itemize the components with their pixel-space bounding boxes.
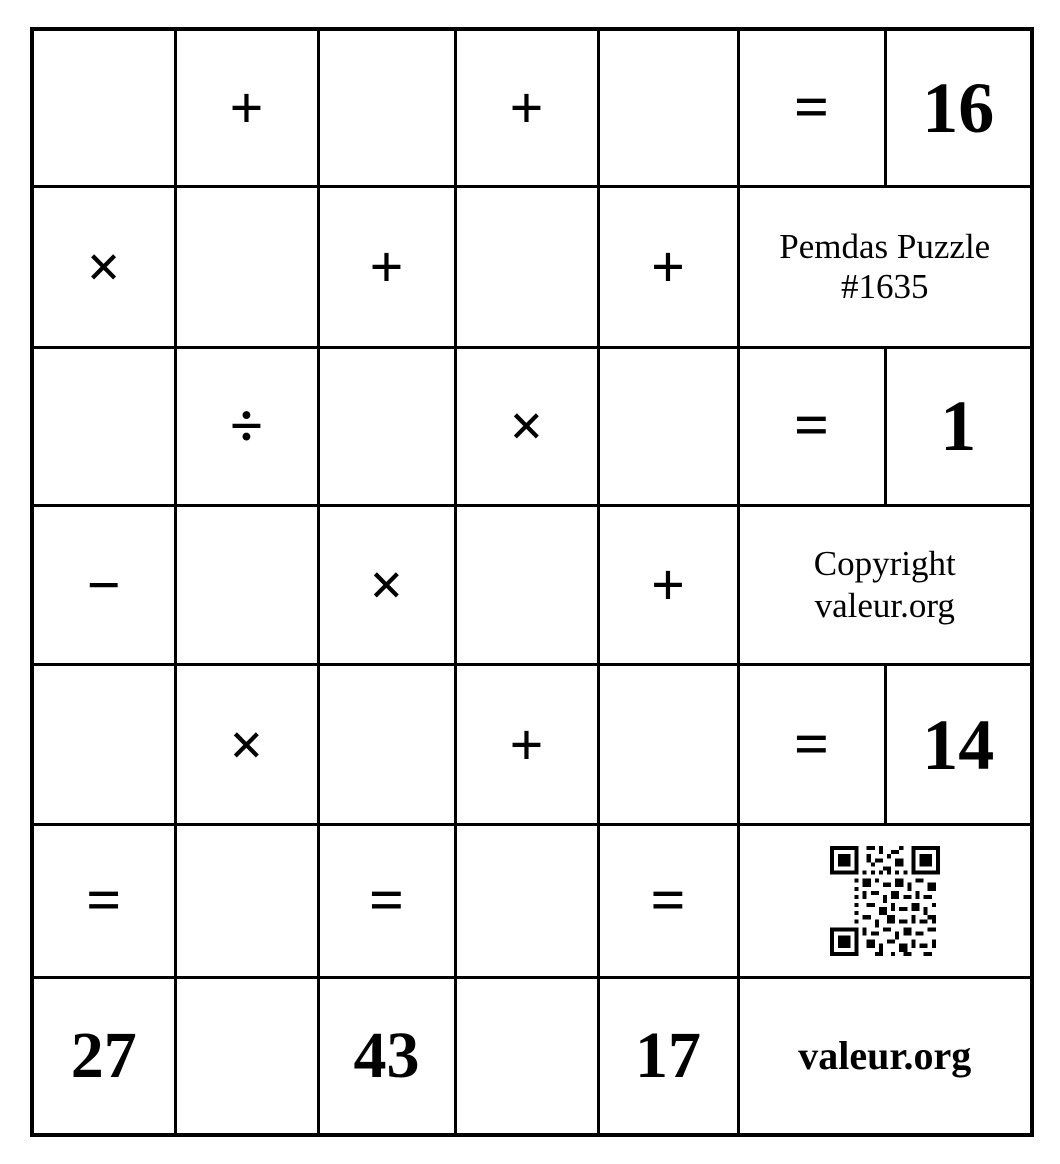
spacer-r1c3 xyxy=(455,187,598,348)
operator-r4c1: × xyxy=(175,664,318,825)
brand-label[interactable]: valeur.org xyxy=(738,977,1032,1135)
copyright-site: valeur.org xyxy=(814,585,955,625)
spacer-r6c3 xyxy=(455,977,598,1135)
table-row xyxy=(32,29,1032,187)
spacer-r5c3 xyxy=(455,825,598,978)
equals-r2: = xyxy=(738,347,885,506)
equals-c4: = xyxy=(598,825,738,978)
row-result-r0: 16 xyxy=(885,29,1032,187)
copyright-word: Copyright xyxy=(813,543,956,583)
column-total-c0: 27 xyxy=(32,977,175,1135)
operator-r1c2: + xyxy=(318,187,455,348)
column-total-c2: 43 xyxy=(318,977,455,1135)
equals-r0: = xyxy=(738,29,885,187)
operator-r1c4: + xyxy=(598,187,738,348)
cell-r4c2[interactable] xyxy=(318,664,455,825)
equals-c2: = xyxy=(318,825,455,978)
table-row xyxy=(32,506,1032,665)
operator-r0c1: + xyxy=(175,29,318,187)
operator-r1c0: × xyxy=(32,187,175,348)
cell-r4c0[interactable] xyxy=(32,664,175,825)
spacer-r6c1 xyxy=(175,977,318,1135)
equals-r4: = xyxy=(738,664,885,825)
table-row xyxy=(32,187,1032,348)
table-row xyxy=(32,664,1032,825)
table-row xyxy=(32,825,1032,978)
table-row xyxy=(32,347,1032,506)
equals-c0: = xyxy=(32,825,175,978)
puzzle-title xyxy=(738,187,1032,348)
row-result-r4: 14 xyxy=(885,664,1032,825)
column-total-c4: 17 xyxy=(598,977,738,1135)
operator-r2c1: ÷ xyxy=(175,347,318,506)
qr-code[interactable] xyxy=(738,825,1032,978)
cell-r4c4[interactable] xyxy=(598,664,738,825)
puzzle-title-number: #1635 xyxy=(841,266,929,306)
pemdas-puzzle-grid xyxy=(30,27,1030,1137)
operator-r2c3: × xyxy=(455,347,598,506)
cell-r0c0[interactable] xyxy=(32,29,175,187)
spacer-r1c1 xyxy=(175,187,318,348)
table-row xyxy=(32,977,1032,1135)
cell-r2c2[interactable] xyxy=(318,347,455,506)
cell-r2c0[interactable] xyxy=(32,347,175,506)
cell-r0c4[interactable] xyxy=(598,29,738,187)
qr-code-icon xyxy=(810,842,960,960)
cell-r2c4[interactable] xyxy=(598,347,738,506)
puzzle-title-name: Pemdas Puzzle xyxy=(779,226,991,266)
operator-r0c3: + xyxy=(455,29,598,187)
copyright-notice xyxy=(738,506,1032,665)
spacer-r3c3 xyxy=(455,506,598,665)
operator-r3c4: + xyxy=(598,506,738,665)
cell-r0c2[interactable] xyxy=(318,29,455,187)
spacer-r3c1 xyxy=(175,506,318,665)
spacer-r5c1 xyxy=(175,825,318,978)
puzzle-table xyxy=(30,27,1034,1137)
operator-r3c2: × xyxy=(318,506,455,665)
operator-r4c3: + xyxy=(455,664,598,825)
row-result-r2: 1 xyxy=(885,347,1032,506)
operator-r3c0: − xyxy=(32,506,175,665)
